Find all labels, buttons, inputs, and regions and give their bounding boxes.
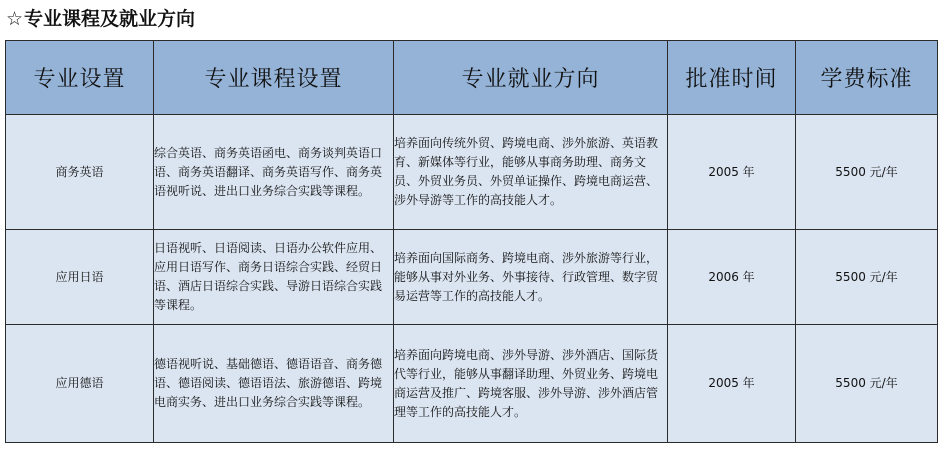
courses-cell: 德语视听说、基础德语、德语语音、商务德语、德语阅读、德语语法、旅游德语、跨境电商实务、进出口业务综合实践等课程。 bbox=[154, 325, 394, 443]
header-approved: 批准时间 bbox=[668, 41, 796, 115]
approved-cell: 2005 年 bbox=[668, 115, 796, 230]
table-row bbox=[6, 230, 938, 325]
tuition-cell: 5500 元/年 bbox=[796, 115, 938, 230]
major-cell: 商务英语 bbox=[6, 115, 154, 230]
table-row bbox=[6, 325, 938, 443]
header-tuition: 学费标准 bbox=[796, 41, 938, 115]
approved-cell: 2006 年 bbox=[668, 230, 796, 325]
approved-cell: 2005 年 bbox=[668, 325, 796, 443]
tuition-cell: 5500 元/年 bbox=[796, 325, 938, 443]
courses-cell: 日语视听、日语阅读、日语办公软件应用、应用日语写作、商务日语综合实践、经贸日语、酒店日语综合实践、导游日语综合实践等课程。 bbox=[154, 230, 394, 325]
career-cell: 培养面向跨境电商、涉外导游、涉外酒店、国际货代等行业，能够从事翻译助理、外贸业务、跨境电商运营及推广、跨境客服、涉外导游、涉外酒店管理等工作的高技能人才。 bbox=[394, 325, 668, 443]
majors-table bbox=[5, 40, 938, 443]
tuition-cell: 5500 元/年 bbox=[796, 230, 938, 325]
career-cell: 培养面向传统外贸、跨境电商、涉外旅游、英语教育、新媒体等行业，能够从事商务助理、商务文员、外贸业务员、外贸单证操作、跨境电商运营、涉外导游等工作的高技能人才。 bbox=[394, 115, 668, 230]
courses-cell: 综合英语、商务英语函电、商务谈判英语口语、商务英语翻译、商务英语写作、商务英语视听说、进出口业务综合实践等课程。 bbox=[154, 115, 394, 230]
header-major: 专业设置 bbox=[6, 41, 154, 115]
table-row bbox=[6, 115, 938, 230]
major-cell: 应用德语 bbox=[6, 325, 154, 443]
section-heading-text: 专业课程及就业方向 bbox=[24, 8, 196, 30]
career-cell: 培养面向国际商务、跨境电商、涉外旅游等行业，能够从事对外业务、外事接待、行政管理、数字贸易运营等工作的高技能人才。 bbox=[394, 230, 668, 325]
header-courses: 专业课程设置 bbox=[154, 41, 394, 115]
table-header-row bbox=[6, 41, 938, 115]
star-icon: ☆ bbox=[6, 8, 24, 30]
header-career: 专业就业方向 bbox=[394, 41, 668, 115]
major-cell: 应用日语 bbox=[6, 230, 154, 325]
section-heading bbox=[6, 7, 195, 31]
